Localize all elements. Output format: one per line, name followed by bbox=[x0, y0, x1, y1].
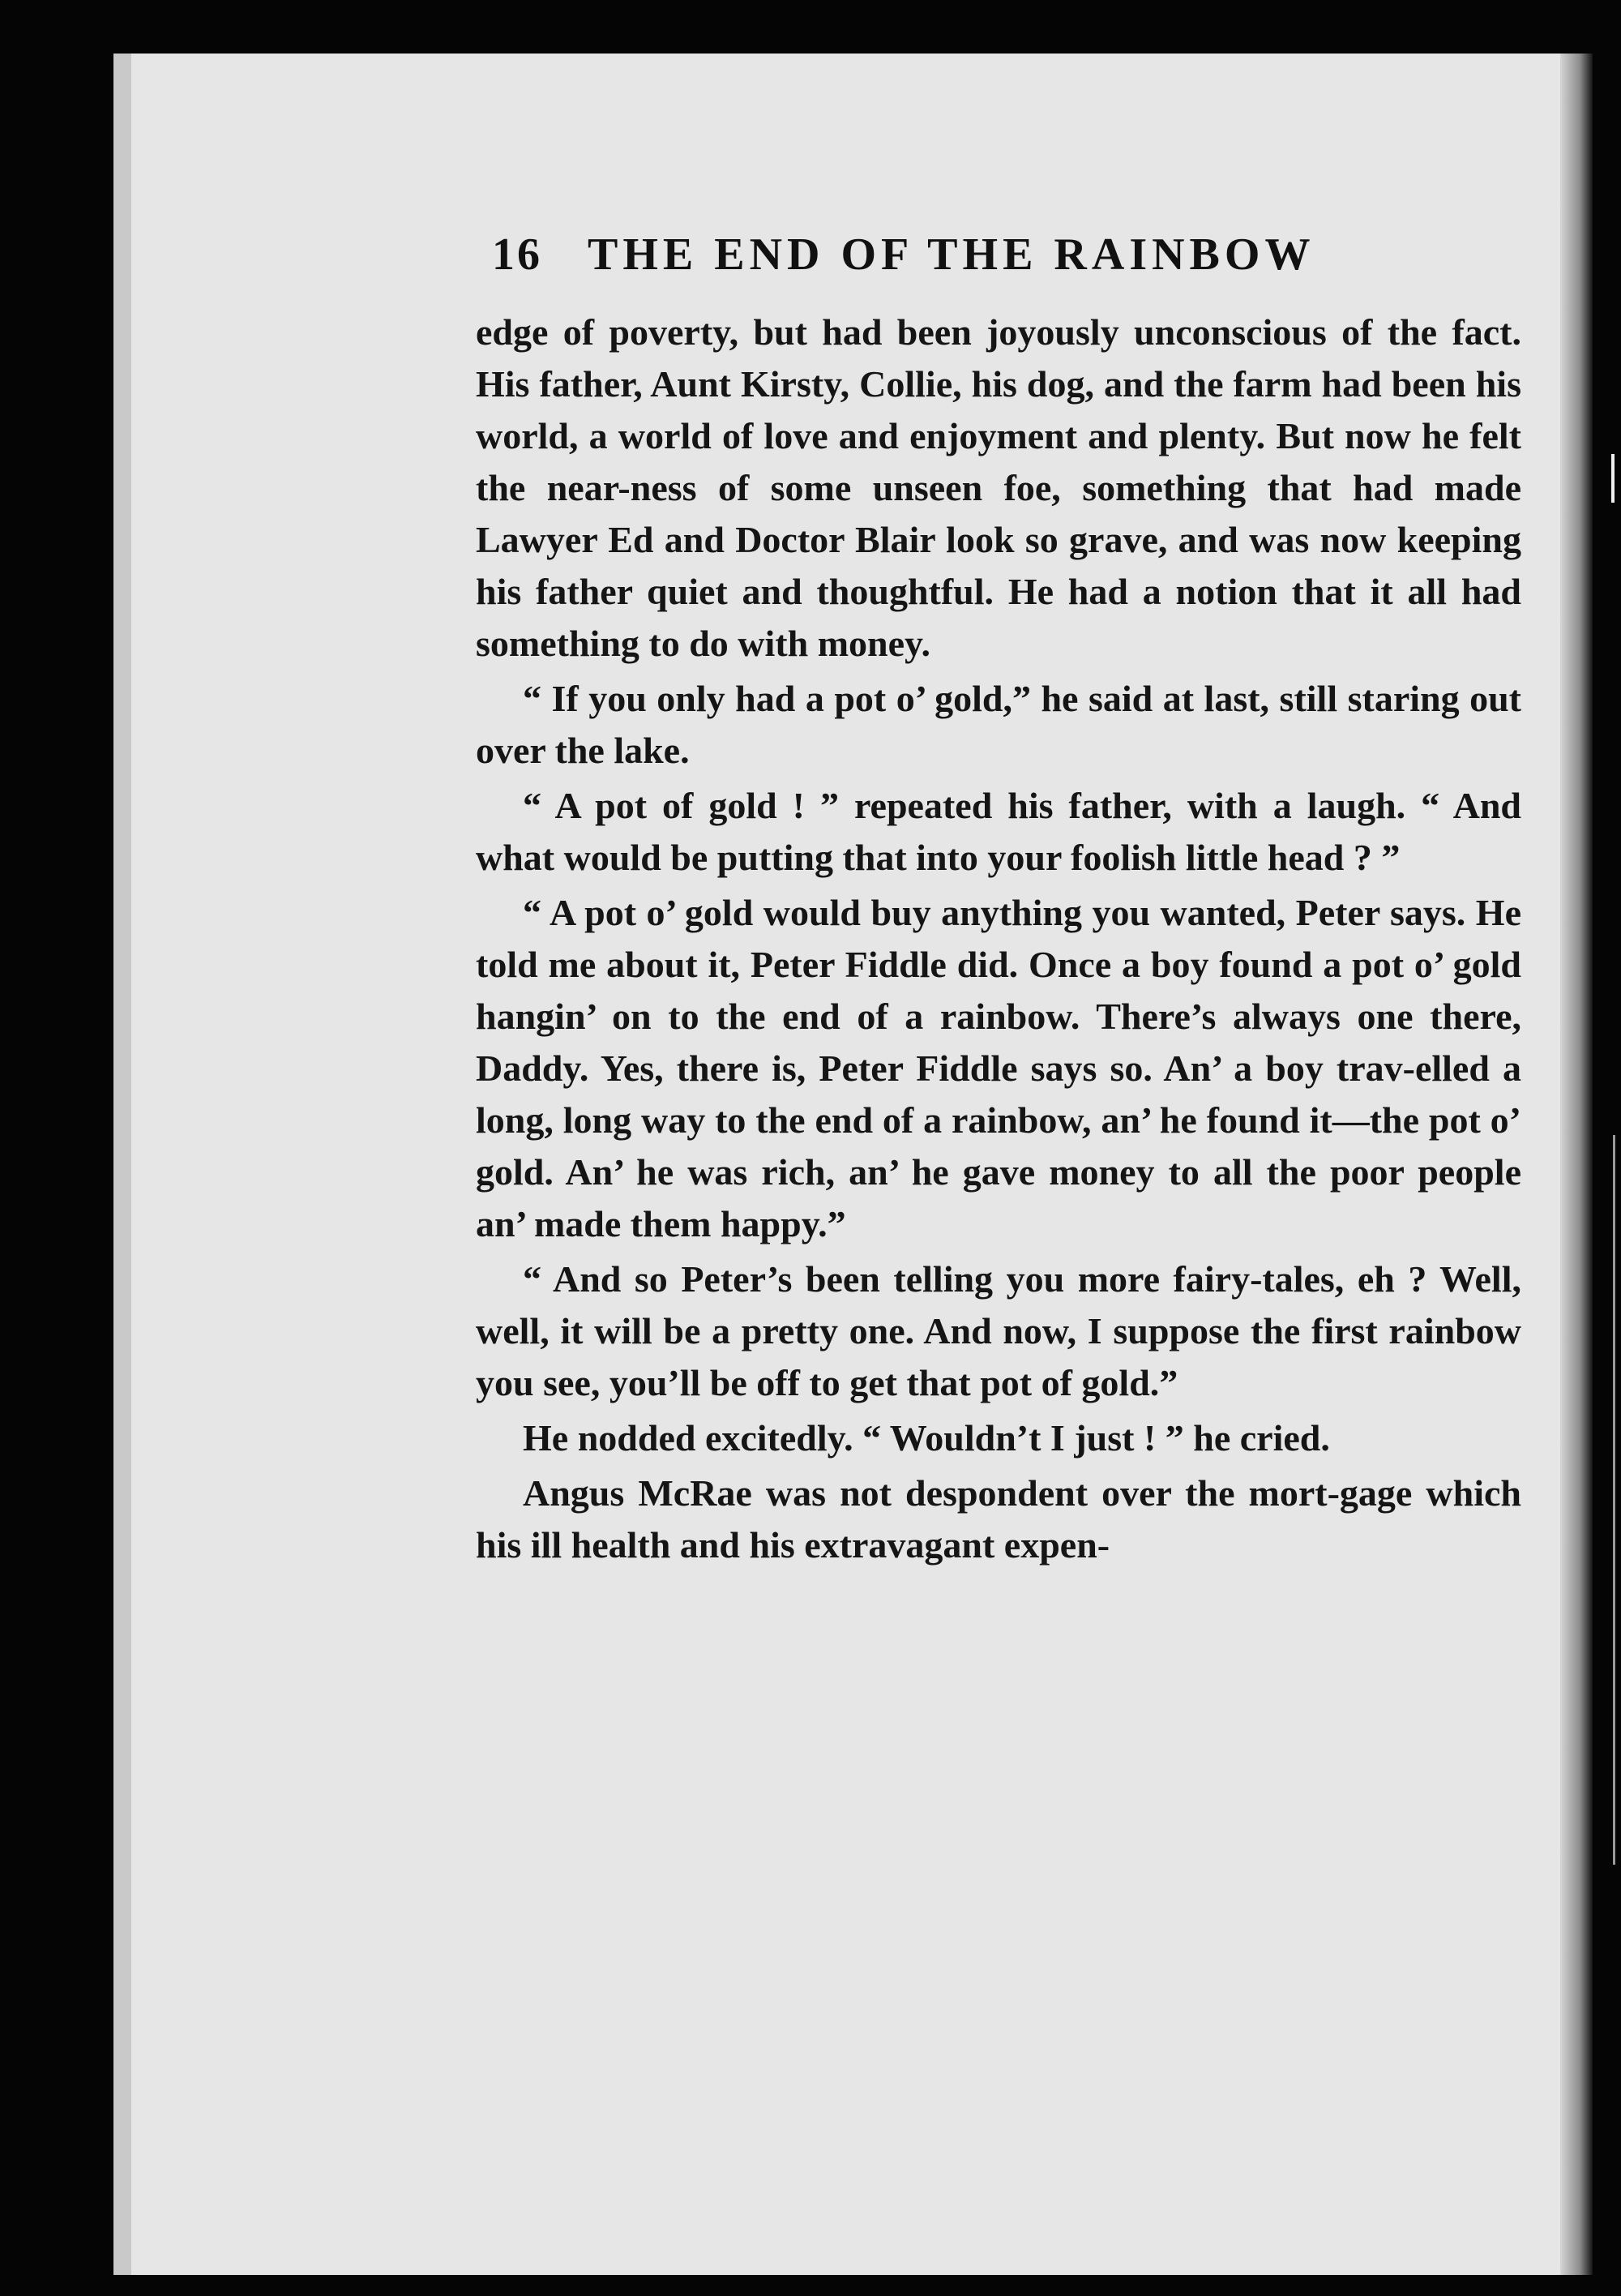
running-header bbox=[492, 229, 1517, 281]
page-gutter-shadow bbox=[1560, 54, 1593, 2275]
scan-edge-mark bbox=[1611, 454, 1615, 503]
paragraph: “ A pot of gold ! ” repeated his father, with a laugh. “ And what would be putting that into your foolish little head ? ” bbox=[476, 785, 1521, 878]
paragraph: Angus McRae was not despondent over the mort-gage which his ill health and his extravagant expen- bbox=[476, 1472, 1521, 1566]
body-text bbox=[476, 306, 1521, 1571]
page-number: 16 bbox=[492, 229, 542, 280]
paragraph: edge of poverty, but had been joyously unconscious of the fact. His father, Aunt Kirsty, Collie, his dog, and the farm had been his world, a world of love and enjoyment and plenty. But now he felt the near-ness of some unseen foe, something that had made Lawyer Ed and Doctor Blair look so grave, and was now keeping his father quiet and thoughtful. He had a notion that it all had something to do with money. bbox=[476, 311, 1521, 664]
scan-edge-mark bbox=[1613, 1135, 1615, 1865]
paragraph: “ And so Peter’s been telling you more fairy-tales, eh ? Well, well, it will be a pretty one. And now, I suppose the first rainbow you see, you’ll be off to get that pot of gold.” bbox=[476, 1258, 1521, 1403]
paragraph: “ A pot o’ gold would buy anything you wanted, Peter says. He told me about it, Peter Fiddle did. Once a boy found a pot o’ gold hangin’ on to the end of a rainbow. There’s always one there, Daddy. Yes, there is, Peter Fiddle says so. An’ a boy trav-elled a long, long way to the end of a rainbow, an’ he found it—the pot o’ gold. An’ he was rich, an’ he gave money to all the poor people an’ made them happy.” bbox=[476, 892, 1521, 1244]
book-page bbox=[113, 54, 1593, 2275]
paragraph: He nodded excitedly. “ Wouldn’t I just ! ” he cried. bbox=[523, 1417, 1330, 1459]
paragraph: “ If you only had a pot o’ gold,” he said at last, still staring out over the lake. bbox=[476, 678, 1521, 771]
running-title: THE END OF THE RAINBOW bbox=[588, 229, 1315, 280]
